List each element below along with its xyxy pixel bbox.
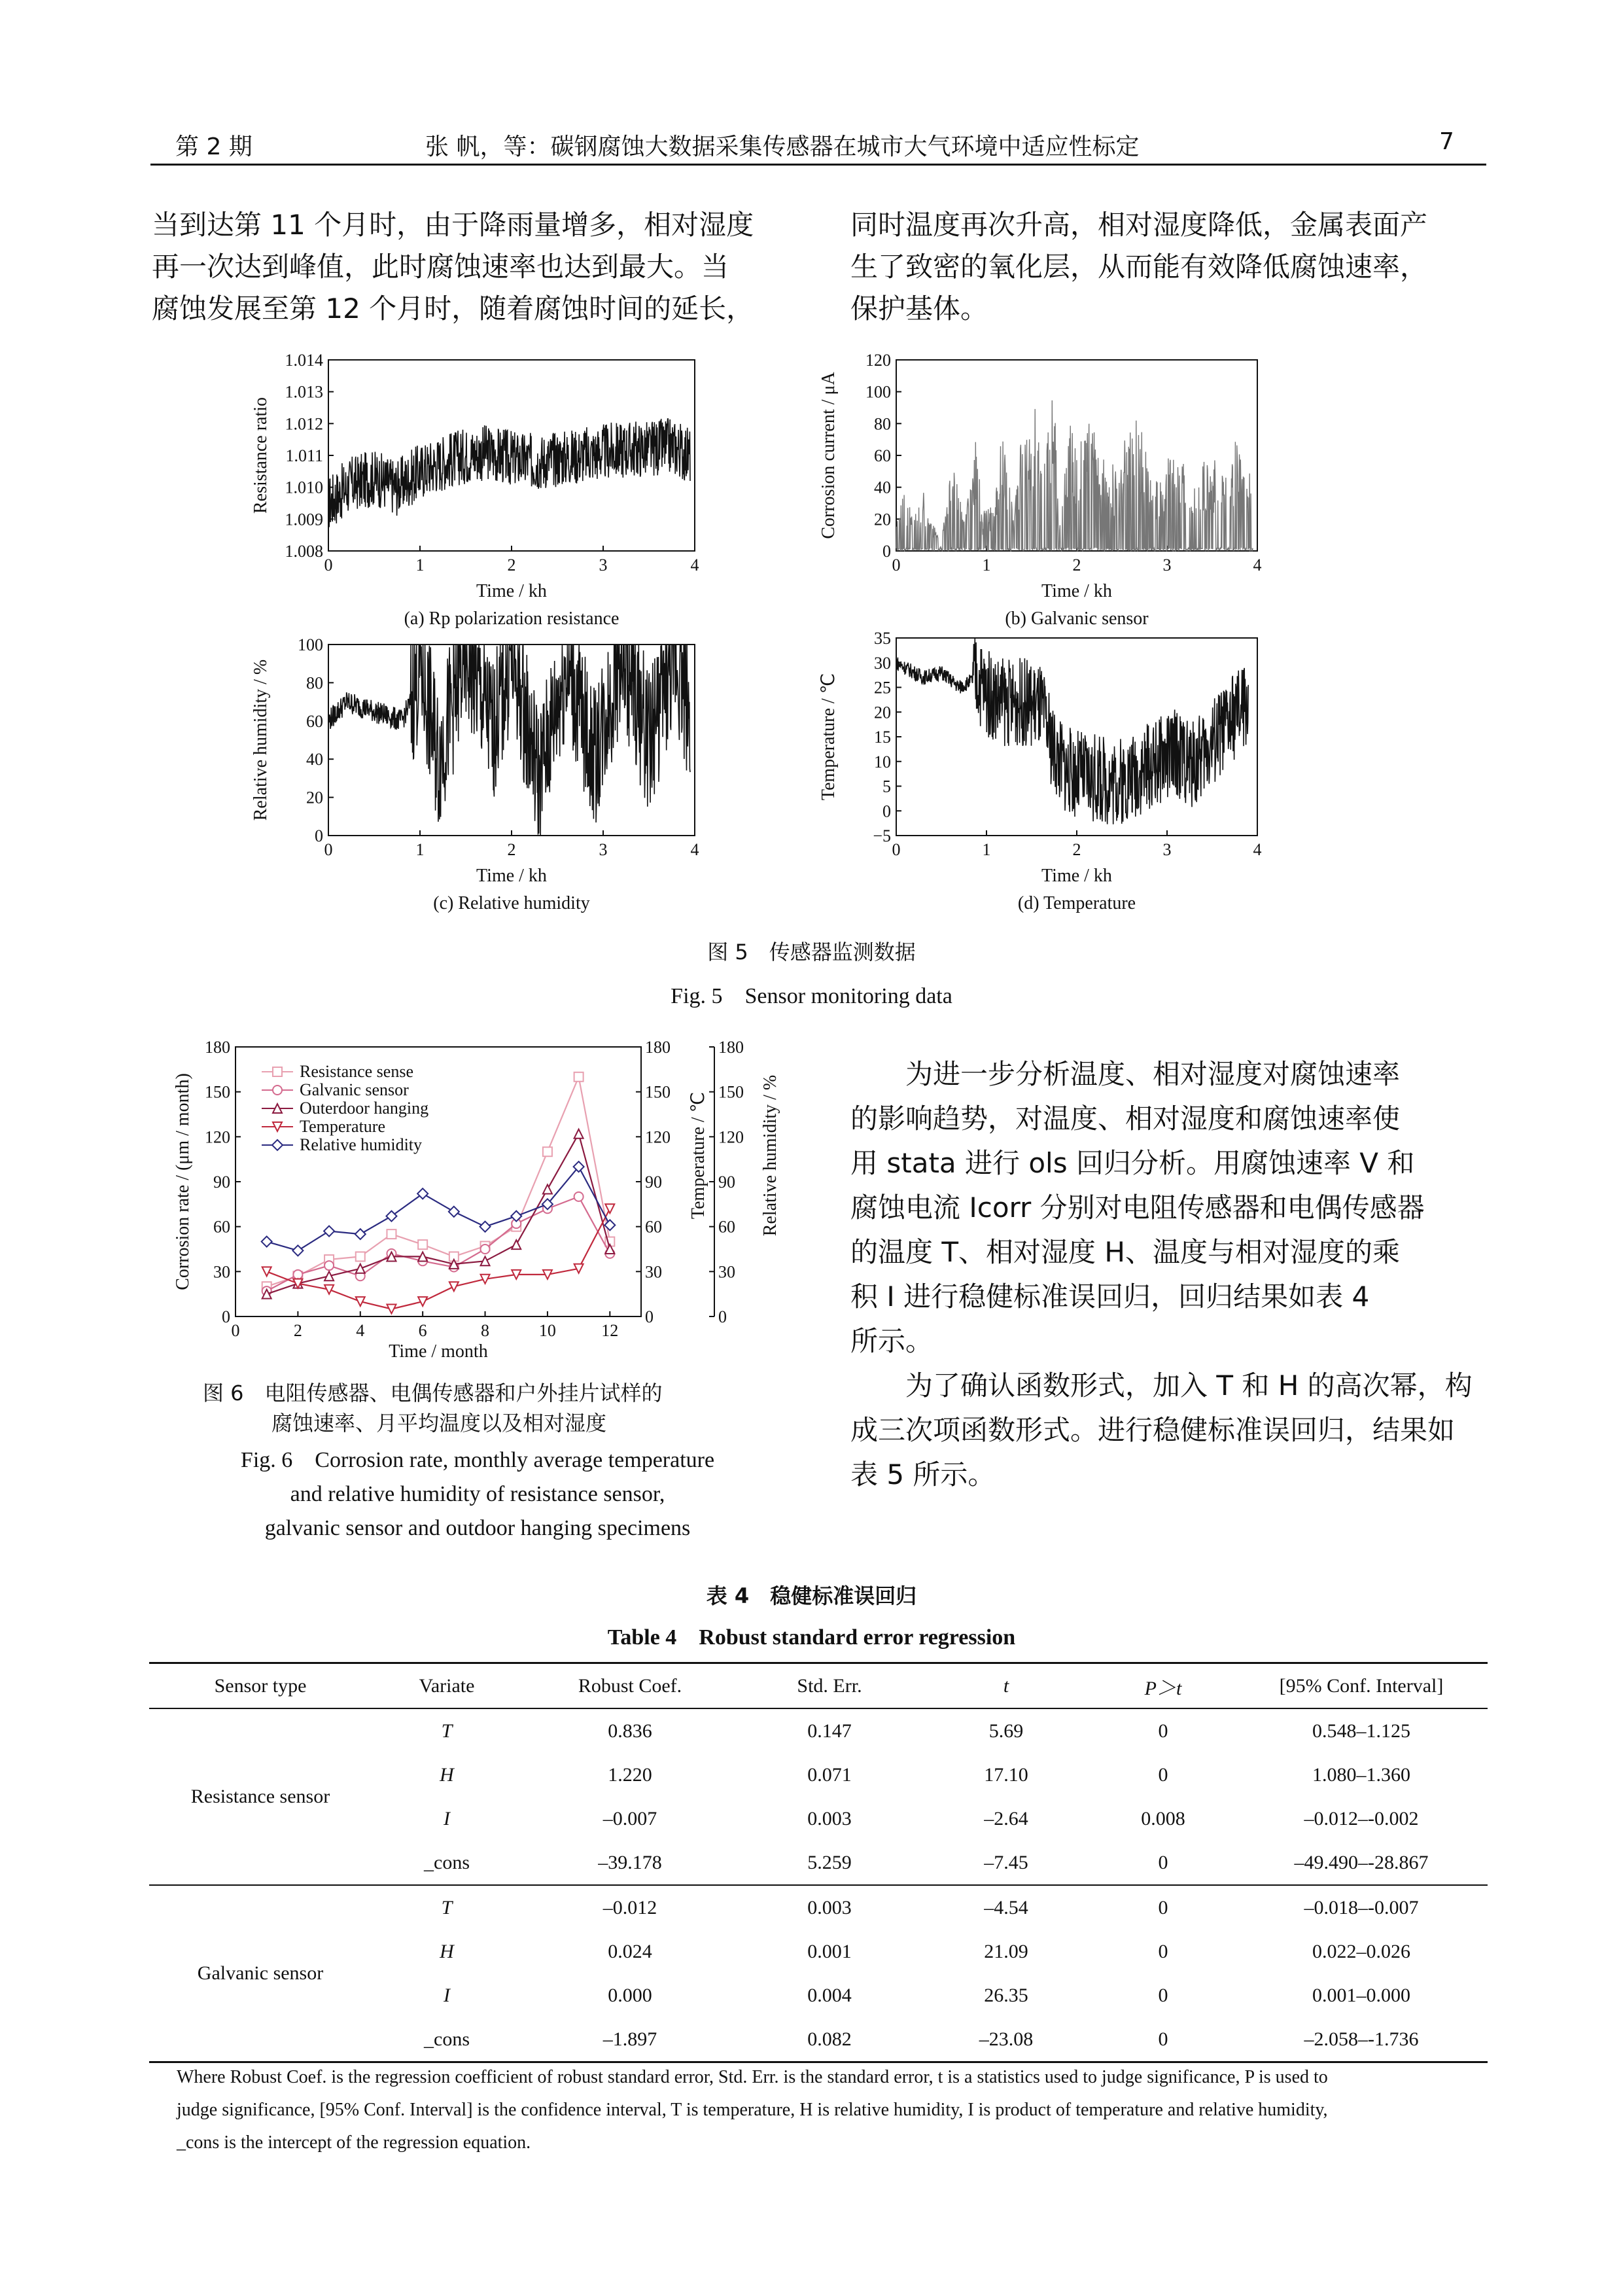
text-line: 腐蚀发展至第 12 个月时，随着腐蚀时间的延长， — [152, 292, 754, 325]
text-line: 所示。 — [850, 1325, 934, 1357]
y-tick-label: 120 — [205, 1127, 230, 1147]
text-line: 表 5 所示。 — [850, 1458, 996, 1491]
x-tick-label: 1 — [982, 556, 991, 574]
y3-tick-label: 30 — [718, 1262, 735, 1282]
y3-tick-label: 120 — [718, 1127, 744, 1147]
data-point — [449, 1207, 459, 1217]
text-line: 同时温度再次升高，相对湿度降低，金属表面产 — [850, 209, 1428, 241]
data-point — [543, 1184, 552, 1193]
y-tick-label: 80 — [874, 414, 891, 434]
cell: I — [444, 1984, 450, 2006]
col-variate: Variate — [419, 1674, 475, 1697]
x-tick-label: 1 — [982, 840, 991, 859]
figure-5-sensor-data — [236, 347, 1400, 923]
cell: 0.003 — [807, 1896, 852, 1918]
note-line: judge significance, [95% Conf. Interval] is the confidence interval, T is temperature, H is relative humidity, I is product of temperature and relative humidity, — [177, 2100, 1328, 2120]
x-tick-label: 3 — [1162, 840, 1172, 859]
y-tick-label: 1.009 — [285, 510, 323, 529]
legend — [262, 1062, 428, 1154]
cell: 0 — [1158, 1763, 1168, 1786]
cell: 0 — [1158, 1940, 1168, 1962]
data-point — [574, 1129, 584, 1139]
data-point — [417, 1188, 428, 1199]
group-label: Galvanic sensor — [197, 1962, 324, 1984]
cell: 0 — [1158, 1896, 1168, 1918]
data-line — [328, 645, 690, 836]
y3-tick-label: 150 — [718, 1082, 744, 1102]
cell: 0.147 — [807, 1720, 852, 1742]
cell: H — [440, 1763, 454, 1786]
y-tick-label: 40 — [306, 750, 323, 769]
cell: –49.490–-28.867 — [1294, 1851, 1429, 1873]
y-tick-label: 1.008 — [285, 542, 323, 561]
cell: –0.018–-0.007 — [1304, 1896, 1419, 1918]
data-point — [272, 1140, 283, 1150]
cell: 0 — [1158, 1851, 1168, 1873]
x-axis-label: Time / kh — [1041, 866, 1112, 886]
table-row — [149, 1708, 1488, 1753]
data-point — [262, 1237, 272, 1247]
figure-6-caption-zh — [150, 1377, 805, 1437]
series-line — [267, 1134, 610, 1294]
x-tick-label: 1 — [415, 556, 425, 574]
y-tick-label: 30 — [874, 653, 891, 673]
y2-tick-label: 180 — [645, 1038, 671, 1057]
series-relative-humidity — [262, 1161, 616, 1256]
x-tick-label: 10 — [538, 1321, 556, 1340]
y3-axis-label: Relative humidity / % — [760, 1074, 780, 1237]
data-point — [356, 1264, 365, 1273]
table-header-row — [149, 1663, 1488, 1709]
cell: –0.012–-0.002 — [1304, 1807, 1419, 1829]
x-axis-label: Time / kh — [1041, 581, 1112, 601]
y-tick-label: 60 — [874, 446, 891, 465]
y-tick-label: 100 — [865, 382, 891, 402]
x-tick-label: 4 — [690, 840, 699, 859]
x-axis-label: Time / kh — [476, 866, 547, 886]
caption-line: 腐蚀速率、月平均温度以及相对湿度 — [271, 1411, 607, 1436]
x-tick-label: 12 — [601, 1321, 619, 1340]
y-tick-label: 30 — [213, 1262, 230, 1282]
y-tick-label: 0 — [315, 826, 323, 845]
y-tick-label: 20 — [874, 703, 891, 722]
cell: –23.08 — [979, 2028, 1034, 2050]
cell: 0.836 — [608, 1720, 652, 1742]
cell: –0.007 — [602, 1807, 657, 1829]
col-conf-interval: [95% Conf. Interval] — [1279, 1674, 1444, 1697]
cell: T — [441, 1720, 453, 1742]
cell: T — [441, 1896, 453, 1918]
issue-number: 第 2 期 — [175, 133, 253, 160]
text-line: 再一次达到峰值，此时腐蚀速率也达到最大。当 — [152, 251, 729, 283]
y-tick-label: 0 — [882, 802, 891, 821]
data-point — [356, 1252, 365, 1261]
x-tick-label: 2 — [507, 556, 516, 574]
cell: –39.178 — [598, 1851, 662, 1873]
cell: 0.022–0.026 — [1312, 1940, 1410, 1962]
data-point — [387, 1229, 396, 1239]
series-line — [267, 1197, 610, 1291]
col-robust-coef: Robust Coef. — [578, 1674, 682, 1697]
cell: –2.64 — [984, 1807, 1028, 1829]
cell: 26.35 — [984, 1984, 1028, 2006]
cell: I — [444, 1807, 450, 1829]
caption-line: galvanic sensor and outdoor hanging specimens — [264, 1516, 691, 1540]
cell: 0.008 — [1141, 1807, 1185, 1829]
y2-tick-label: 60 — [645, 1217, 662, 1237]
y-tick-label: 0 — [222, 1307, 230, 1326]
data-point — [480, 1222, 491, 1232]
x-tick-label: 4 — [356, 1321, 365, 1340]
y-tick-label: 20 — [306, 788, 323, 807]
y-tick-label: 1.013 — [285, 382, 323, 402]
table-4-title-en: Table 4 Robust standard error regression — [607, 1625, 1016, 1650]
y-tick-label: 60 — [213, 1217, 230, 1237]
table-4-title-zh: 表 4 稳健标准误回归 — [706, 1583, 917, 1608]
data-point — [262, 1267, 271, 1276]
data-point — [273, 1067, 282, 1076]
text-line: 为了确认函数形式，加入 T 和 H 的高次幂，构 — [850, 1369, 1473, 1402]
text-line: 为进一步分析温度、相对湿度对腐蚀速率 — [850, 1058, 1401, 1090]
data-point — [324, 1226, 334, 1237]
table-4-note — [177, 2061, 1485, 2159]
data-point — [418, 1240, 427, 1249]
y-tick-label: 15 — [874, 728, 891, 747]
x-tick-label: 2 — [1072, 840, 1081, 859]
y-tick-label: 1.011 — [285, 446, 323, 465]
panel-b — [818, 351, 1262, 629]
x-tick-label: 3 — [599, 840, 608, 859]
cell: 0.024 — [608, 1940, 652, 1962]
y-tick-label: 1.012 — [285, 414, 323, 434]
legend-label: Relative humidity — [300, 1135, 423, 1154]
y2-axis-label: Temperature / ℃ — [688, 1091, 708, 1220]
data-point — [574, 1072, 584, 1082]
legend-label: Galvanic sensor — [300, 1080, 409, 1099]
data-point — [511, 1211, 521, 1222]
y2-tick-label: 150 — [645, 1082, 671, 1102]
caption-line: 图 6 电阻传感器、电偶传感器和户外挂片试样的 — [203, 1381, 663, 1405]
x-tick-label: 6 — [418, 1321, 427, 1340]
data-point — [574, 1192, 584, 1201]
y-tick-label: 80 — [306, 673, 323, 693]
x-tick-label: 0 — [892, 840, 901, 859]
series-line — [267, 1209, 610, 1309]
data-line — [896, 638, 1248, 824]
x-tick-label: 0 — [324, 840, 333, 859]
y-tick-label: 1.014 — [285, 351, 323, 370]
x-tick-label: 4 — [1253, 840, 1262, 859]
col-t: t — [1003, 1674, 1009, 1697]
legend-label: Outerdoor hanging — [300, 1099, 429, 1118]
x-tick-label: 0 — [324, 556, 333, 574]
cell: 0.548–1.125 — [1312, 1720, 1410, 1742]
data-point — [543, 1147, 552, 1156]
y-axis-label: Relative humidity / % — [251, 659, 271, 821]
text-line: 保护基体。 — [850, 292, 988, 325]
x-tick-label: 2 — [1072, 556, 1081, 574]
x-tick-label: 2 — [293, 1321, 302, 1340]
x-tick-label: 4 — [1253, 556, 1262, 574]
data-point — [512, 1240, 521, 1249]
paragraph-left-top — [152, 204, 793, 330]
legend-label: Resistance sense — [300, 1062, 414, 1081]
data-point — [481, 1245, 490, 1254]
x-tick-label: 4 — [690, 556, 699, 574]
cell: H — [440, 1940, 454, 1962]
y-tick-label: 90 — [213, 1173, 230, 1192]
y2-tick-label: 30 — [645, 1262, 662, 1282]
cell: 17.10 — [984, 1763, 1028, 1786]
text-line: 积 I 进行稳健标准误回归，回归结果如表 4 — [850, 1280, 1370, 1313]
y-tick-label: 180 — [205, 1038, 230, 1057]
cell: _cons — [424, 2028, 470, 2050]
cell: 0.082 — [807, 2028, 852, 2050]
x-tick-label: 0 — [231, 1321, 240, 1340]
cell: –2.058–-1.736 — [1304, 2028, 1419, 2050]
cell: 0 — [1158, 1720, 1168, 1742]
cell: 0 — [1158, 1984, 1168, 2006]
data-point — [292, 1245, 303, 1256]
text-line: 成三次项函数形式。进行稳健标准误回归，结果如 — [850, 1414, 1456, 1446]
cell: 0.071 — [807, 1763, 852, 1786]
text-line: 的温度 T、相对湿度 H、温度与相对湿度的乘 — [850, 1236, 1400, 1268]
y2-tick-label: 120 — [645, 1127, 671, 1147]
text-line: 生了致密的氧化层，从而能有效降低腐蚀速率， — [850, 251, 1428, 283]
data-point — [324, 1261, 334, 1270]
data-point — [324, 1271, 334, 1280]
table-row — [149, 1885, 1488, 1930]
header-rule — [150, 164, 1486, 166]
paragraph-right-mid — [850, 1052, 1492, 1497]
page-number: 7 — [1439, 128, 1454, 155]
y-tick-label: 1.010 — [285, 478, 323, 497]
figure-5-caption-en: Fig. 5 Sensor monitoring data — [671, 984, 952, 1008]
text-line: 当到达第 11 个月时，由于降雨量增多，相对湿度 — [152, 209, 754, 241]
caption-line: and relative humidity of resistance sensor, — [290, 1482, 665, 1506]
y-axis-label: Resistance ratio — [251, 397, 271, 514]
figure-5-caption-zh: 图 5 传感器监测数据 — [707, 940, 916, 964]
panel-a — [251, 351, 699, 629]
data-point — [418, 1297, 427, 1306]
data-point — [356, 1297, 365, 1306]
x-tick-label: 2 — [507, 840, 516, 859]
text-line: 的影响趋势，对温度、相对湿度和腐蚀速率使 — [850, 1103, 1401, 1135]
series-outerdoor-hanging — [262, 1129, 615, 1299]
y-tick-label: 60 — [306, 711, 323, 731]
panel-caption: (d) Temperature — [1017, 893, 1136, 913]
text-line: 腐蚀电流 Icorr 分别对电阻传感器和电偶传感器 — [850, 1192, 1425, 1224]
cell: 1.080–1.360 — [1312, 1763, 1410, 1786]
data-point — [273, 1086, 282, 1095]
cell: 5.69 — [988, 1720, 1024, 1742]
y-tick-label: 20 — [874, 510, 891, 529]
panel-c — [251, 635, 699, 913]
note-line: Where Robust Coef. is the regression coefficient of robust standard error, Std. Err. is the standard error, t is a statistics used to judge significance, P is used to — [177, 2067, 1328, 2087]
cell: 5.259 — [807, 1851, 852, 1873]
x-tick-label: 3 — [1162, 556, 1172, 574]
series-line — [267, 1167, 610, 1250]
panel-caption: (c) Relative humidity — [433, 893, 590, 913]
figure-6-corrosion-chart — [164, 1034, 785, 1368]
x-tick-label: 3 — [599, 556, 608, 574]
y-tick-label: 10 — [874, 752, 891, 771]
cell: 0 — [1158, 2028, 1168, 2050]
y-tick-label: 5 — [882, 777, 891, 796]
y-tick-label: 35 — [874, 629, 891, 648]
x-tick-label: 8 — [481, 1321, 490, 1340]
col-std-err: Std. Err. — [797, 1674, 862, 1697]
y-tick-label: −5 — [873, 826, 891, 845]
y-tick-label: 150 — [205, 1082, 230, 1102]
cell: –0.012 — [602, 1896, 657, 1918]
cell: 0.001–0.000 — [1312, 1984, 1410, 2006]
data-point — [449, 1282, 459, 1291]
y3-tick-label: 90 — [718, 1173, 735, 1192]
table-4 — [149, 1662, 1488, 2063]
running-title: 张 帆，等：碳钢腐蚀大数据采集传感器在城市大气环境中适应性标定 — [425, 133, 1140, 160]
data-point — [386, 1211, 396, 1222]
x-axis-label: Time / kh — [476, 581, 547, 601]
data-point — [355, 1229, 366, 1239]
y3-tick-label: 0 — [718, 1307, 727, 1326]
data-line — [328, 419, 690, 527]
cell: 1.220 — [608, 1763, 652, 1786]
y-axis-label: Corrosion current / μA — [818, 372, 839, 539]
y2-tick-label: 0 — [645, 1307, 654, 1326]
data-line — [896, 400, 1253, 551]
text-line: 用 stata 进行 ols 回归分析。用腐蚀速率 V 和 — [850, 1147, 1415, 1179]
col-sensor-type: Sensor type — [214, 1674, 307, 1697]
figure-6-caption-en — [150, 1443, 805, 1545]
y2-tick-label: 90 — [645, 1173, 662, 1192]
group-label: Resistance sensor — [190, 1786, 330, 1807]
legend-label: Temperature — [300, 1117, 385, 1136]
cell: 0.000 — [608, 1984, 652, 2006]
cell: 0.003 — [807, 1807, 852, 1829]
panel-d — [818, 629, 1262, 913]
y-tick-label: 100 — [298, 635, 323, 654]
y-axis-label: Corrosion rate / (μm / month) — [173, 1073, 193, 1290]
cell: 21.09 — [984, 1940, 1028, 1962]
cell: –7.45 — [984, 1851, 1028, 1873]
series-temperature — [262, 1204, 615, 1313]
x-tick-label: 1 — [415, 840, 425, 859]
x-axis-label: Time / month — [389, 1341, 488, 1362]
data-point — [605, 1204, 614, 1213]
panel-caption: (b) Galvanic sensor — [1005, 609, 1149, 629]
cell: _cons — [424, 1851, 470, 1873]
cell: –4.54 — [984, 1896, 1028, 1918]
y-tick-label: 40 — [874, 478, 891, 497]
paragraph-right-top — [850, 204, 1492, 330]
cell: –1.897 — [602, 2028, 657, 2050]
col-p: P＞t — [1144, 1677, 1182, 1699]
panel-caption: (a) Rp polarization resistance — [404, 609, 620, 629]
y3-tick-label: 180 — [718, 1038, 744, 1057]
y-tick-label: 120 — [865, 351, 891, 370]
y-tick-label: 0 — [882, 542, 891, 561]
cell: 0.004 — [807, 1984, 852, 2006]
y-axis-label: Temperature / ℃ — [818, 673, 839, 801]
y-tick-label: 25 — [874, 678, 891, 698]
note-line: _cons is the intercept of the regression equation. — [177, 2132, 531, 2153]
y3-tick-label: 60 — [718, 1217, 735, 1237]
caption-line: Fig. 6 Corrosion rate, monthly average temperature — [240, 1448, 715, 1472]
x-tick-label: 0 — [892, 556, 901, 574]
cell: 0.001 — [807, 1940, 852, 1962]
